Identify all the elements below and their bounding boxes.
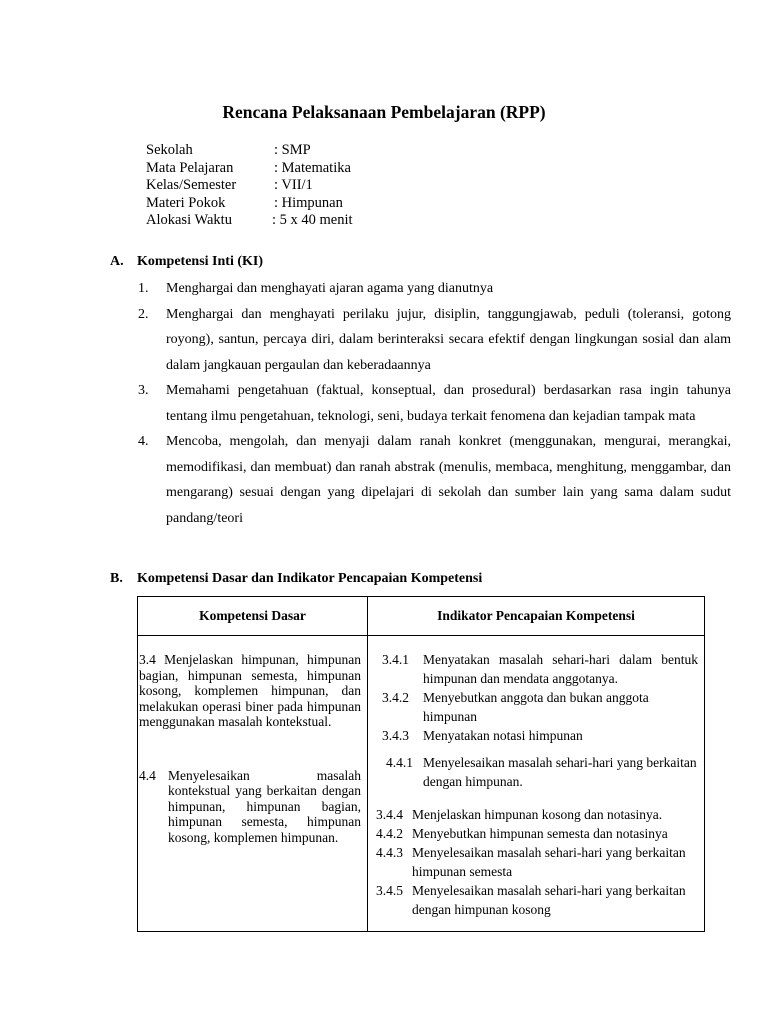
identity-row-subject [146,160,353,178]
identity-block [146,142,353,230]
indicator-number: 4.4.3 [376,845,403,860]
table-header-indicator: Indikator Pencapaian Kompetensi [368,597,705,636]
indicator-item [376,881,700,919]
section-letter: B. [110,571,123,586]
list-text: Memahami pengetahuan (faktual, konseptual, dan prosedural) berdasarkan rasa ingin tahunya tentang ilmu pengetahuan, teknologi, seni, budaya terkait fenomena dan kejadian tampak mata [166,383,731,424]
kd-text-wrap [139,652,361,730]
identity-row-class [146,177,353,195]
list-number: 4. [138,434,149,449]
indicator-item [376,805,700,824]
identity-value: : Matematika [274,159,351,176]
table-row [138,636,705,932]
identity-label: Materi Pokok [146,194,226,211]
table-header-kd: Kompetensi Dasar [138,597,368,636]
indicator-item [382,726,698,745]
indicator-number: 3.4.1 [382,652,409,667]
kd-item [138,730,367,846]
indicator-text: Menyebutkan himpunan semesta dan notasinya [412,826,668,841]
list-item [138,429,731,531]
indicator-group-a [368,636,704,791]
indicator-text: Menyelesaikan masalah sehari-hari yang berkaitan dengan himpunan kosong [412,883,686,917]
identity-row-time [146,212,353,230]
section-title: Kompetensi Inti (KI) [137,254,263,269]
identity-row-school [146,142,353,160]
kd-cell [138,636,368,932]
kd-item-4-4 [139,768,361,846]
kd-number: 3.4 [139,652,156,667]
list-number: 3. [138,383,149,398]
competency-table [137,596,705,932]
identity-label: Mata Pelajaran [146,159,234,176]
identity-label: Kelas/Semester [146,177,237,193]
identity-value: : VII/1 [274,177,313,193]
indicator-item [382,650,698,688]
indicator-item [382,688,698,726]
indicator-text: Menyelesaikan masalah sehari-hari yang berkaitan dengan himpunan. [423,755,697,789]
list-item [138,378,731,429]
indicator-text: Menyelesaikan masalah sehari-hari yang berkaitan himpunan semesta [412,845,686,879]
indicator-text: Menyatakan masalah sehari-hari dalam bentuk himpunan dan mendata anggotanya. [423,652,698,686]
identity-value: : SMP [274,142,311,158]
list-item [138,302,731,379]
list-text: Menghargai dan menghayati perilaku jujur, disiplin, tanggungjawab, peduli (toleransi, gotong royong), santun, percaya diri, dalam berinteraksi secara efektif dengan lingkungan sosial dan alam dalam jangkauan pergaulan dan keberadaannya [166,306,731,373]
list-item [138,276,731,302]
kd-item [138,636,367,730]
indicator-number: 3.4.3 [382,728,409,743]
kd-text: Menjelaskan himpunan, himpunan bagian, himpunan semesta, himpunan kosong, komplemen himpunan, dan melakukan operasi biner pada himpunan menggunakan masalah kontekstual. [139,652,361,729]
indicator-item [376,843,700,881]
indicator-item [376,824,700,843]
section-title: Kompetensi Dasar dan Indikator Pencapaian Kompetensi [137,571,483,586]
indicator-text: Menyebutkan anggota dan bukan anggota himpunan [423,690,649,724]
indicator-item [382,753,698,791]
indicator-group-b [368,791,704,919]
list-number: 2. [138,306,149,322]
indicator-text: Menjelaskan himpunan kosong dan notasinya. [412,807,663,822]
list-text: Menghargai dan menghayati ajaran agama yang dianutnya [166,281,494,296]
identity-value: : 5 x 40 menit [272,212,353,228]
table-header-row [138,597,705,636]
identity-label: Sekolah [146,142,193,158]
kd-item-3-4 [139,652,361,730]
list-number: 1. [138,281,149,296]
section-letter: A. [110,254,124,269]
indicator-number: 3.4.4 [376,807,403,822]
indicator-number: 3.4.2 [382,690,409,705]
indicator-number: 4.4.1 [386,755,413,770]
indicator-number: 4.4.2 [376,826,403,841]
page-title: Rencana Pelaksanaan Pembelajaran (RPP) [222,102,546,122]
kd-number: 4.4 [139,767,156,783]
identity-row-topic [146,195,353,213]
indicator-text: Menyatakan notasi himpunan [423,728,583,743]
indicator-number: 3.4.5 [376,883,403,898]
identity-value: : Himpunan [274,194,343,211]
indicator-cell [368,636,705,932]
ki-list [138,276,731,531]
list-text: Mencoba, mengolah, dan menyaji dalam ranah konkret (menggunakan, mengurai, merangkai, memodifikasi, dan membuat) dan ranah abstrak (menulis, membaca, menghitung, menggambar, dan mengarang) sesuai dengan yang dipelajari di sekolah dan sumber lain yang sama dalam sudut pandang/teori [166,434,731,526]
identity-label: Alokasi Waktu [146,212,232,228]
kd-text: Menyelesaikan masalah kontekstual yang berkaitan dengan himpunan, himpunan bagian, himpunan semesta, himpunan kosong, komplemen himpunan. [168,767,361,845]
